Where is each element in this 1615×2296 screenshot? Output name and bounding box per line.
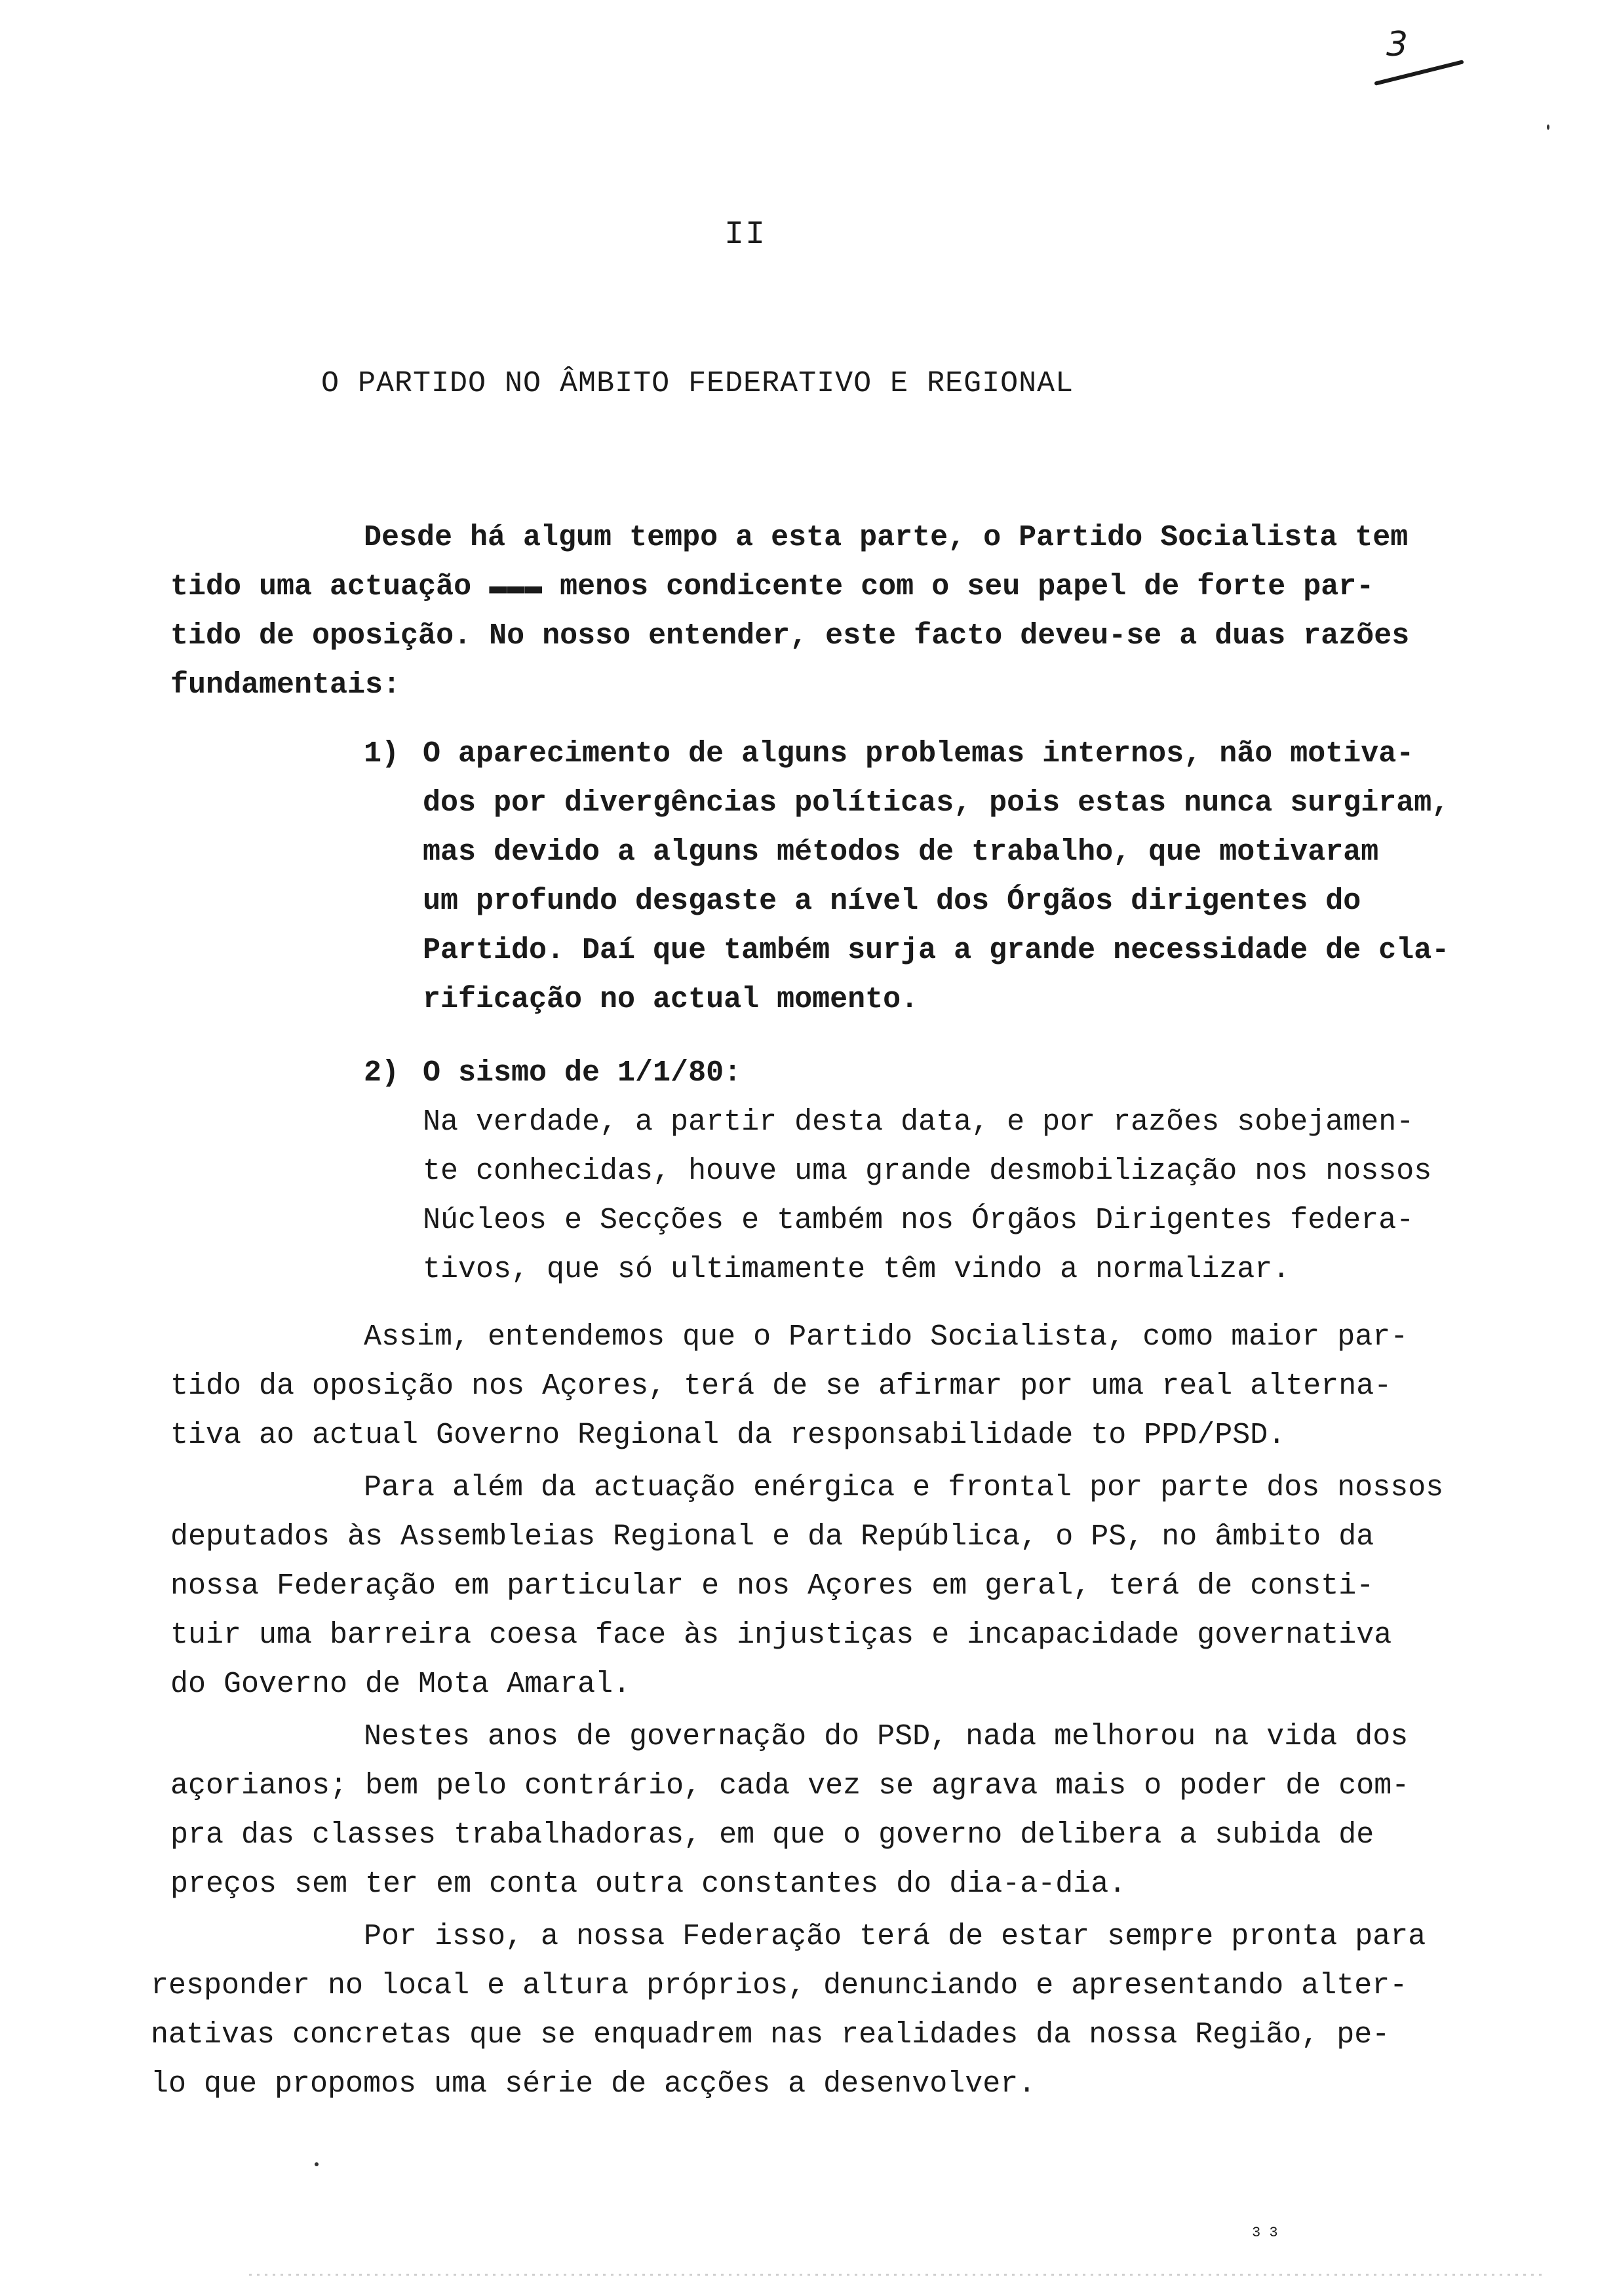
reason-line: um profundo desgaste a nível dos Órgãos dirigentes do <box>423 885 1361 918</box>
section-title: O PARTIDO NO ÂMBITO FEDERATIVO E REGIONAL <box>321 367 1074 400</box>
paragraph-line: Assim, entendemos que o Partido Socialista, como maior par- <box>364 1320 1409 1354</box>
paragraph-line: Nestes anos de governação do PSD, nada melhorou na vida dos <box>364 1720 1409 1753</box>
ink-speck <box>1547 124 1549 130</box>
intro-line: tido de oposição. No nosso entender, este facto deveu-se a duas razões <box>170 619 1410 653</box>
footer-mark: 3 3 <box>1252 2225 1278 2241</box>
reason-line: Na verdade, a partir desta data, e por razões sobejamen- <box>423 1105 1414 1139</box>
paragraph-line: preços sem ter em conta outra constantes do dia-a-dia. <box>170 1867 1127 1901</box>
ink-speck <box>315 2162 319 2166</box>
paragraph-line: açorianos; bem pelo contrário, cada vez se agrava mais o poder de com- <box>170 1769 1410 1803</box>
section-number: II <box>724 216 767 254</box>
paragraph-line: nativas concretas que se enquadrem nas realidades da nossa Região, pe- <box>151 2018 1390 2052</box>
reason-line: Núcleos e Secções e também nos Órgãos Dirigentes federa- <box>423 1204 1414 1237</box>
reason-line: O sismo de 1/1/80: <box>423 1056 742 1090</box>
intro-line: Desde há algum tempo a esta parte, o Partido Socialista tem <box>364 521 1409 554</box>
reason-line: tivos, que só ultimamente têm vindo a normalizar. <box>423 1253 1291 1286</box>
page-number: 3 <box>1386 25 1409 64</box>
paragraph-line: deputados às Assembleias Regional e da República, o PS, no âmbito da <box>170 1520 1374 1554</box>
reason-line: O aparecimento de alguns problemas internos, não motiva- <box>423 737 1414 771</box>
reason-marker: 2) <box>364 1056 400 1090</box>
intro-line: fundamentais: <box>170 668 401 702</box>
paragraph-line: tiva ao actual Governo Regional da responsabilidade to PPD/PSD. <box>170 1419 1286 1452</box>
reason-line: rificação no actual momento. <box>423 983 919 1016</box>
paragraph-line: pra das classes trabalhadoras, em que o governo delibera a subida de <box>170 1818 1374 1852</box>
intro-line: tido uma actuação ▬▬▬ menos condicente com o seu papel de forte par- <box>170 570 1374 603</box>
paragraph-line: nossa Federação em particular e nos Açores em geral, terá de consti- <box>170 1569 1374 1603</box>
scan-edge-noise <box>249 2274 1547 2276</box>
reason-line: te conhecidas, houve uma grande desmobilização nos nossos <box>423 1155 1432 1188</box>
reason-line: dos por divergências políticas, pois estas nunca surgiram, <box>423 786 1450 820</box>
reason-line: Partido. Daí que também surja a grande necessidade de cla- <box>423 934 1450 967</box>
paragraph-line: Por isso, a nossa Federação terá de estar sempre pronta para <box>364 1920 1426 1953</box>
paragraph-line: tuir uma barreira coesa face às injustiças e incapacidade governativa <box>170 1618 1392 1652</box>
reason-marker: 1) <box>364 737 400 771</box>
paragraph-line: responder no local e altura próprios, denunciando e apresentando alter- <box>151 1969 1408 2002</box>
paragraph-line: Para além da actuação enérgica e frontal por parte dos nossos <box>364 1471 1444 1504</box>
paragraph-line: lo que propomos uma série de acções a desenvolver. <box>151 2067 1036 2101</box>
reason-line: mas devido a alguns métodos de trabalho, que motivaram <box>423 835 1379 869</box>
paragraph-line: do Governo de Mota Amaral. <box>170 1668 631 1701</box>
paragraph-line: tido da oposição nos Açores, terá de se afirmar por uma real alterna- <box>170 1369 1392 1403</box>
